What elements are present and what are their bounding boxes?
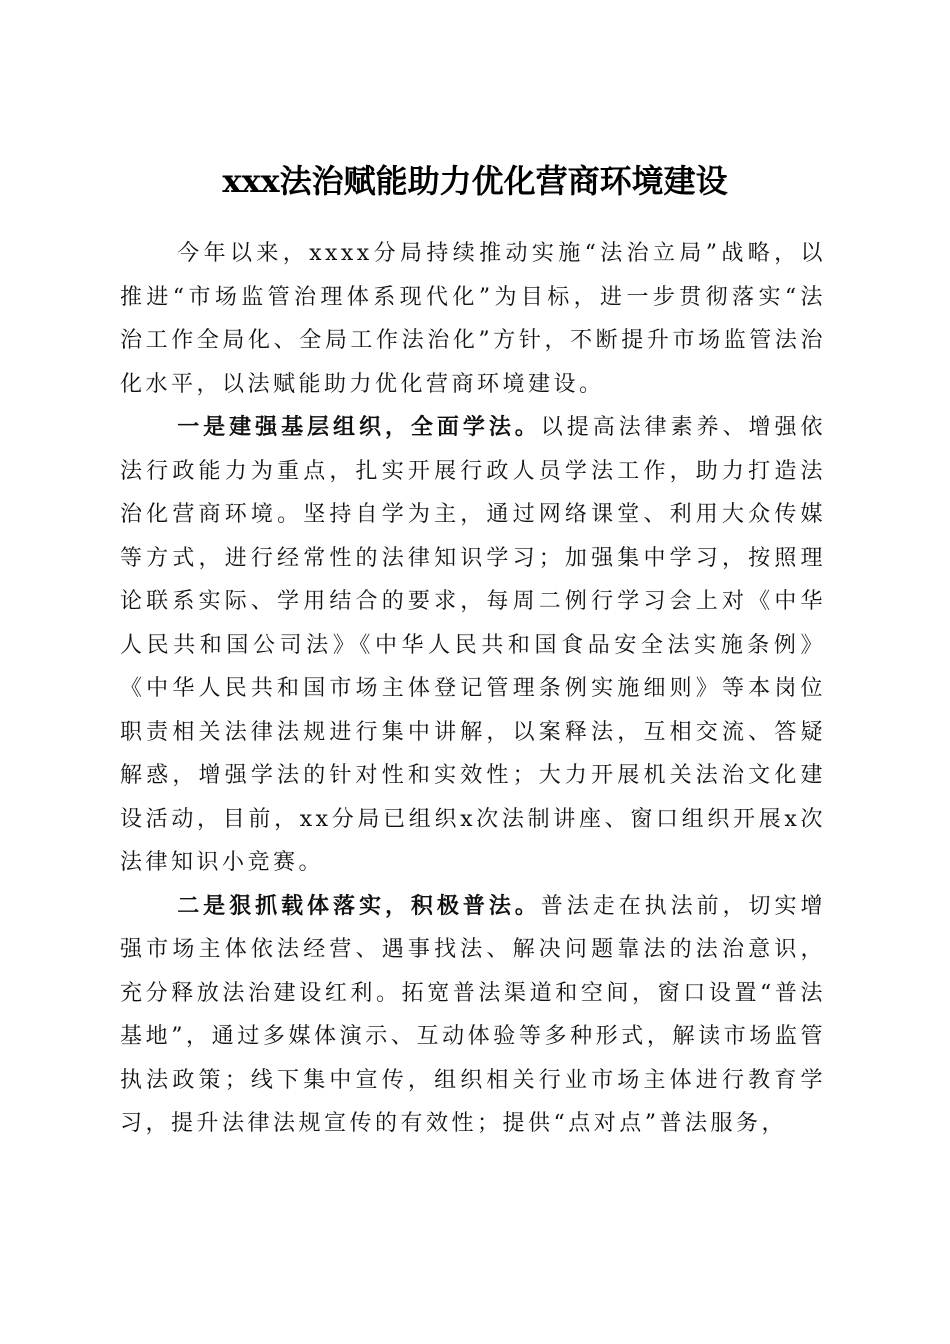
paragraph-lead: 二是狠抓载体落实，积极普法。 bbox=[177, 892, 541, 919]
paragraph-study-law bbox=[120, 406, 826, 885]
document-title: xxx法治赋能助力优化营商环境建设 bbox=[222, 162, 728, 201]
document-body bbox=[120, 232, 826, 1146]
paragraph-text: 今年以来，xxxx分局持续推动实施“法治立局”战略，以推进“市场监管治理体系现代化”为目标，进一步贯彻落实“法治工作全局化、全局工作法治化”方针，不断提升市场监管法治化水平，以法赋能助力优化营商环境建设。 bbox=[120, 241, 826, 397]
paragraph-text: 以提高法律素养、增强依法行政能力为重点，扎实开展行政人员学法工作，助力打造法治化营商环境。坚持自学为主，通过网络课堂、利用大众传媒等方式，进行经常性的法律知识学习；加强集中学习，按照理论联系实际、学用结合的要求，每周二例行学习会上对《中华人民共和国公司法》《中华人民共和国食品安全法实施条例》《中华人民共和国市场主体登记管理条例实施细则》等本岗位职责相关法律法规进行集中讲解，以案释法，互相交流、答疑解惑，增强学法的针对性和实效性；大力开展机关法治文化建设活动，目前，xx分局已组织x次法制讲座、窗口组织开展x次法律知识小竞赛。 bbox=[120, 415, 826, 875]
paragraph-popularize-law bbox=[120, 885, 826, 1146]
paragraph-lead: 一是建强基层组织，全面学法。 bbox=[177, 414, 541, 440]
paragraph-intro bbox=[120, 232, 826, 406]
paragraph-text: 普法走在执法前，切实增强市场主体依法经营、遇事找法、解决问题靠法的法治意识，充分释放法治建设红利。拓宽普法渠道和空间，窗口设置“普法基地”，通过多媒体演示、互动体验等多种形式，解读市场监管执法政策；线下集中宣传，组织相关行业市场主体进行教育学习，提升法律法规宣传的有效性；提供“点对点”普法服务， bbox=[120, 893, 826, 1136]
